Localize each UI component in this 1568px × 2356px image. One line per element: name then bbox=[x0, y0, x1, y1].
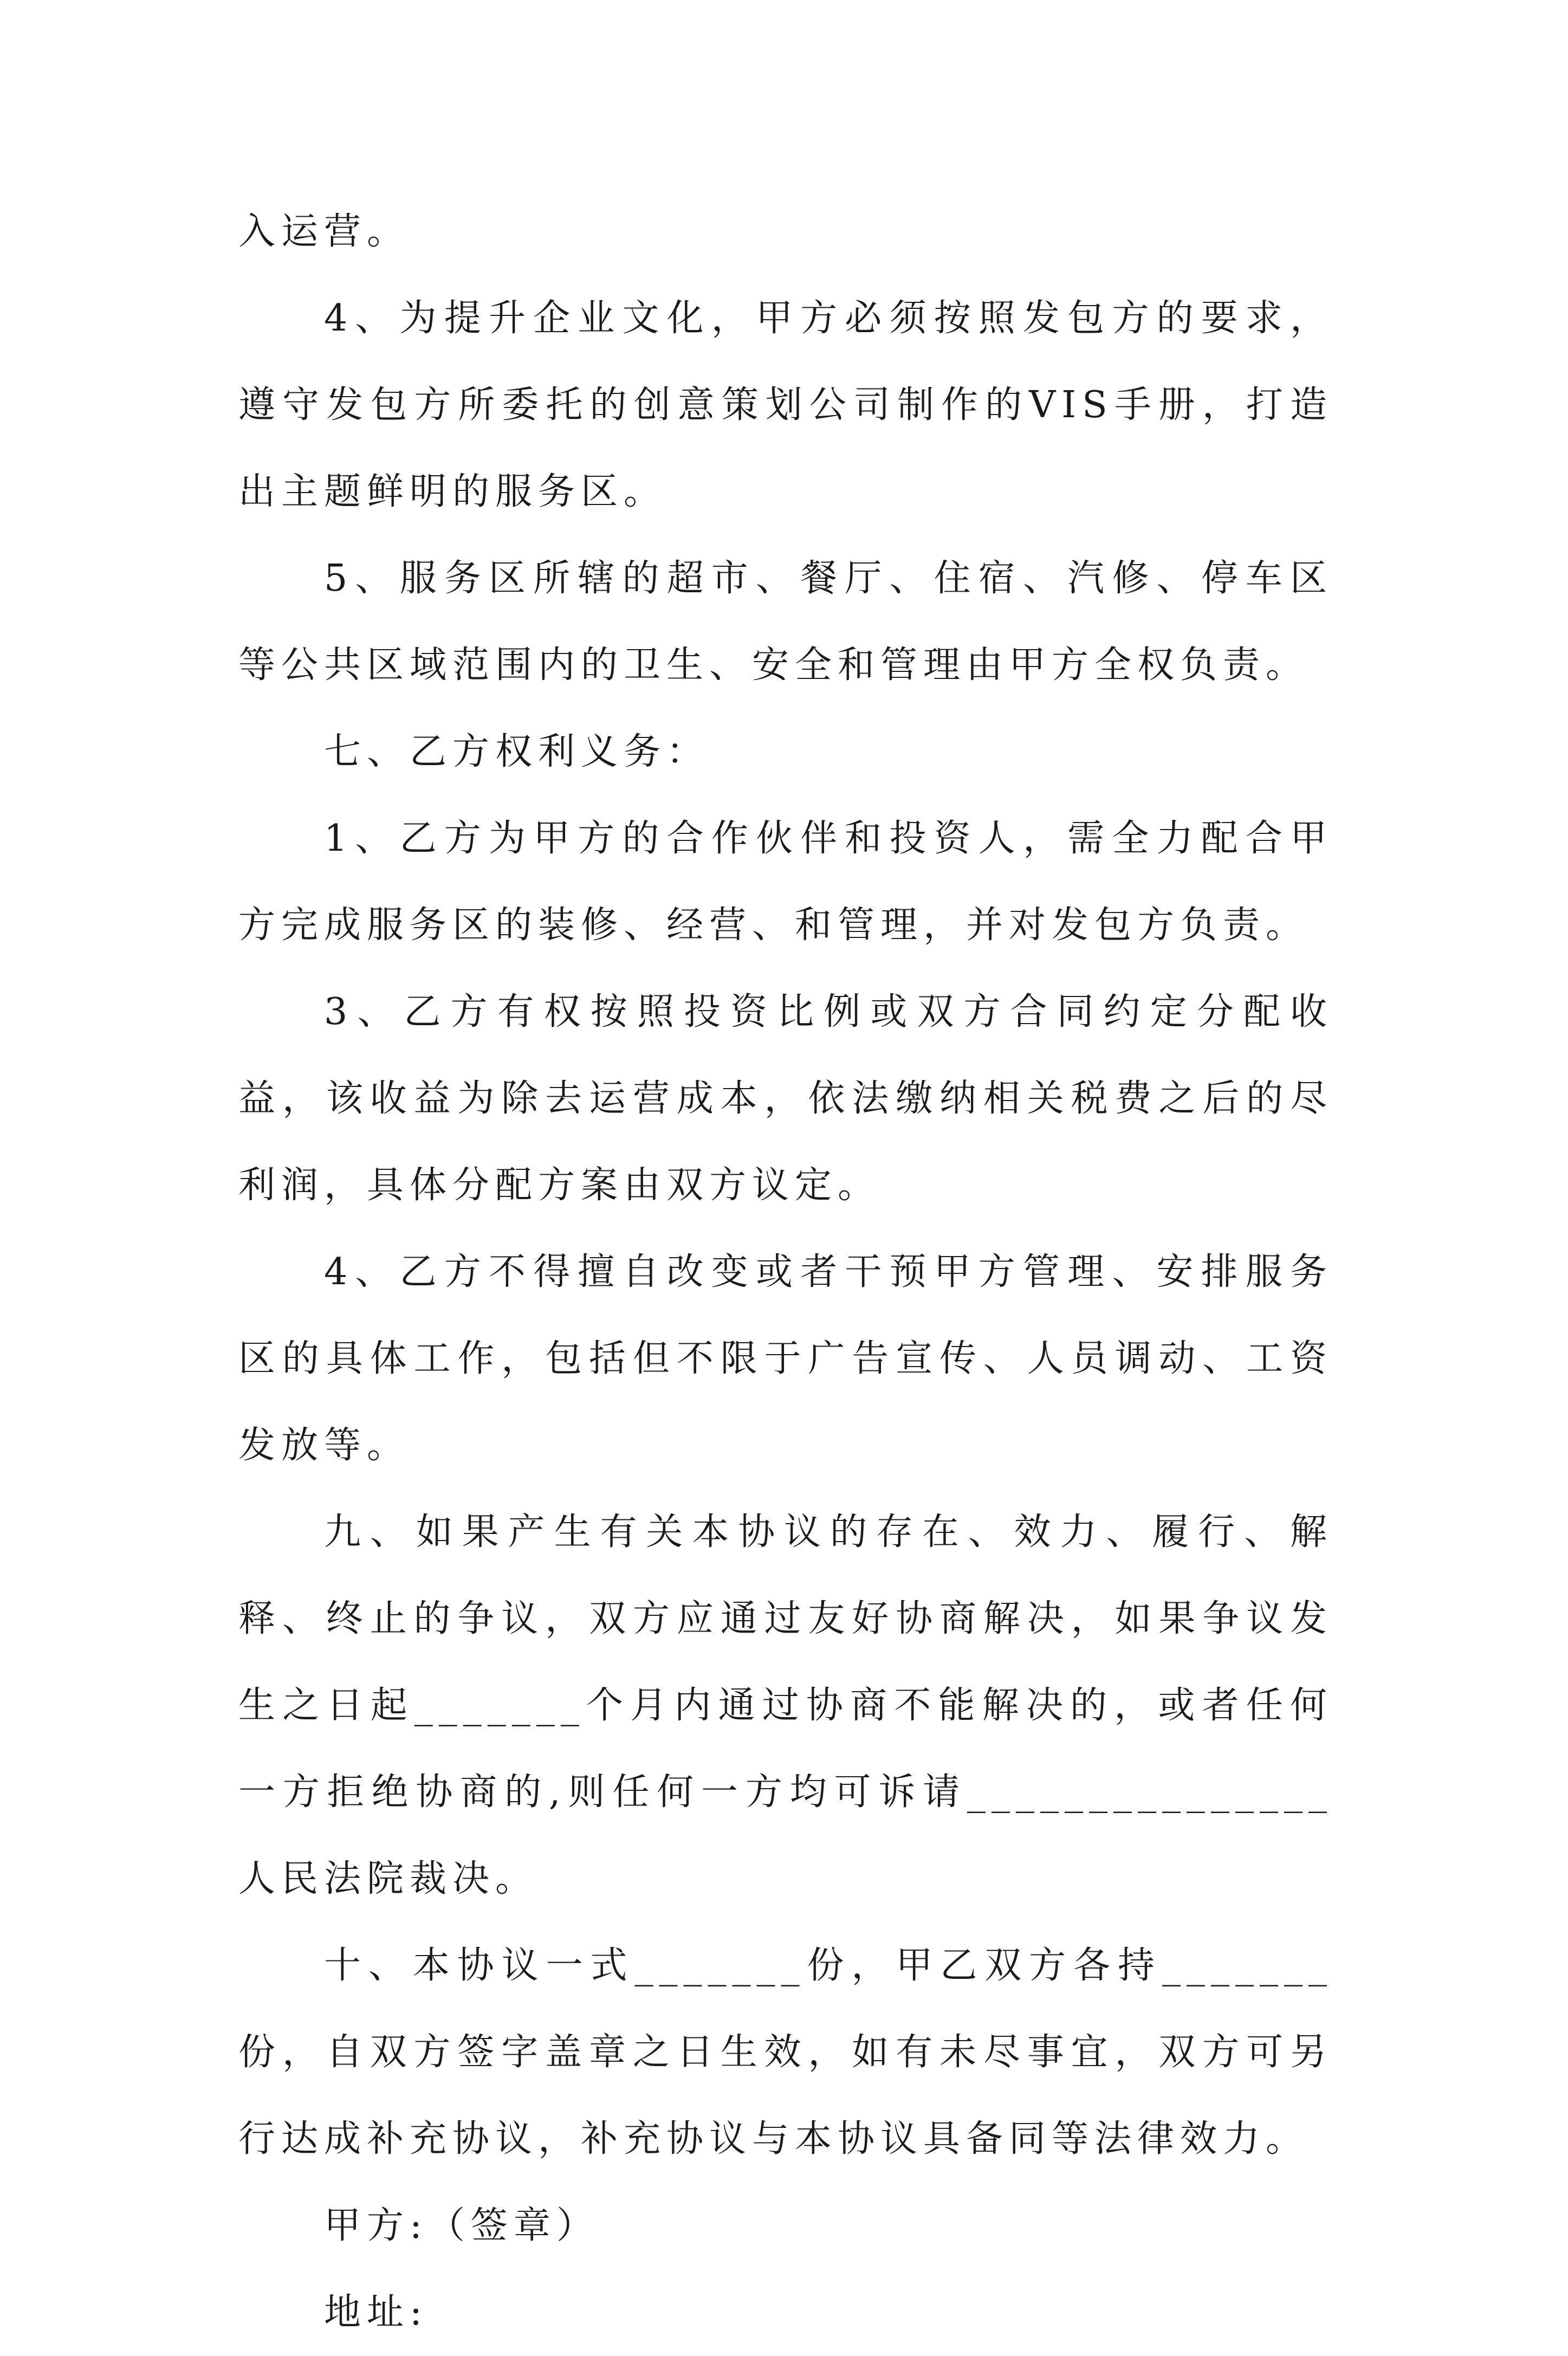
paragraph-clause-4-vis: 4、为提升企业文化，甲方必须按照发包方的要求，遵守发包方所委托的创意策划公司制作的VIS手册，打造出主题鲜明的服务区。 bbox=[238, 297, 1333, 513]
paragraph-party-b-clause-1: 1、乙方为甲方的合作伙伴和投资人，需全力配合甲方完成服务区的装修、经营、和管理，并对发包方负责。 bbox=[238, 817, 1333, 947]
paragraph-party-b-clause-4: 4、乙方不得擅自改变或者干预甲方管理、安排服务区的具体工作，包括但不限于广告宣传、人员调动、工资发放等。 bbox=[238, 1251, 1333, 1467]
paragraph-continuation: 入运营。 bbox=[238, 210, 410, 253]
paragraph-party-b-clause-3: 3、乙方有权按照投资比例或双方合同约定分配收益，该收益为除去运营成本，依法缴纳相关税费之后的尽利润，具体分配方案由双方议定。 bbox=[238, 991, 1333, 1207]
paragraph-section-9-dispute: 九、如果产生有关本协议的存在、效力、履行、解释、终止的争议，双方应通过友好协商解决，如果争议发生之日起_______个月内通过协商不能解决的，或者任何一方拒绝协商的,则任何一方均可诉请_______________人民法院裁决。 bbox=[238, 1511, 1333, 1900]
signature-party-a: 甲方:（签章） bbox=[324, 2204, 599, 2247]
paragraph-section-10-copies: 十、本协议一式_______份，甲乙双方各持_______份，自双方签字盖章之日生效，如有未尽事宜，双方可另行达成补充协议，补充协议与本协议具备同等法律效力。 bbox=[238, 1944, 1333, 2160]
document-body bbox=[238, 189, 1333, 2356]
paragraph-clause-5-public-area: 5、服务区所辖的超市、餐厅、住宿、汽修、停车区等公共区域范围内的卫生、安全和管理由甲方全权负责。 bbox=[238, 557, 1333, 687]
section-heading-party-b-rights: 七、乙方权利义务： bbox=[324, 730, 710, 773]
address-label: 地址: bbox=[324, 2291, 428, 2334]
